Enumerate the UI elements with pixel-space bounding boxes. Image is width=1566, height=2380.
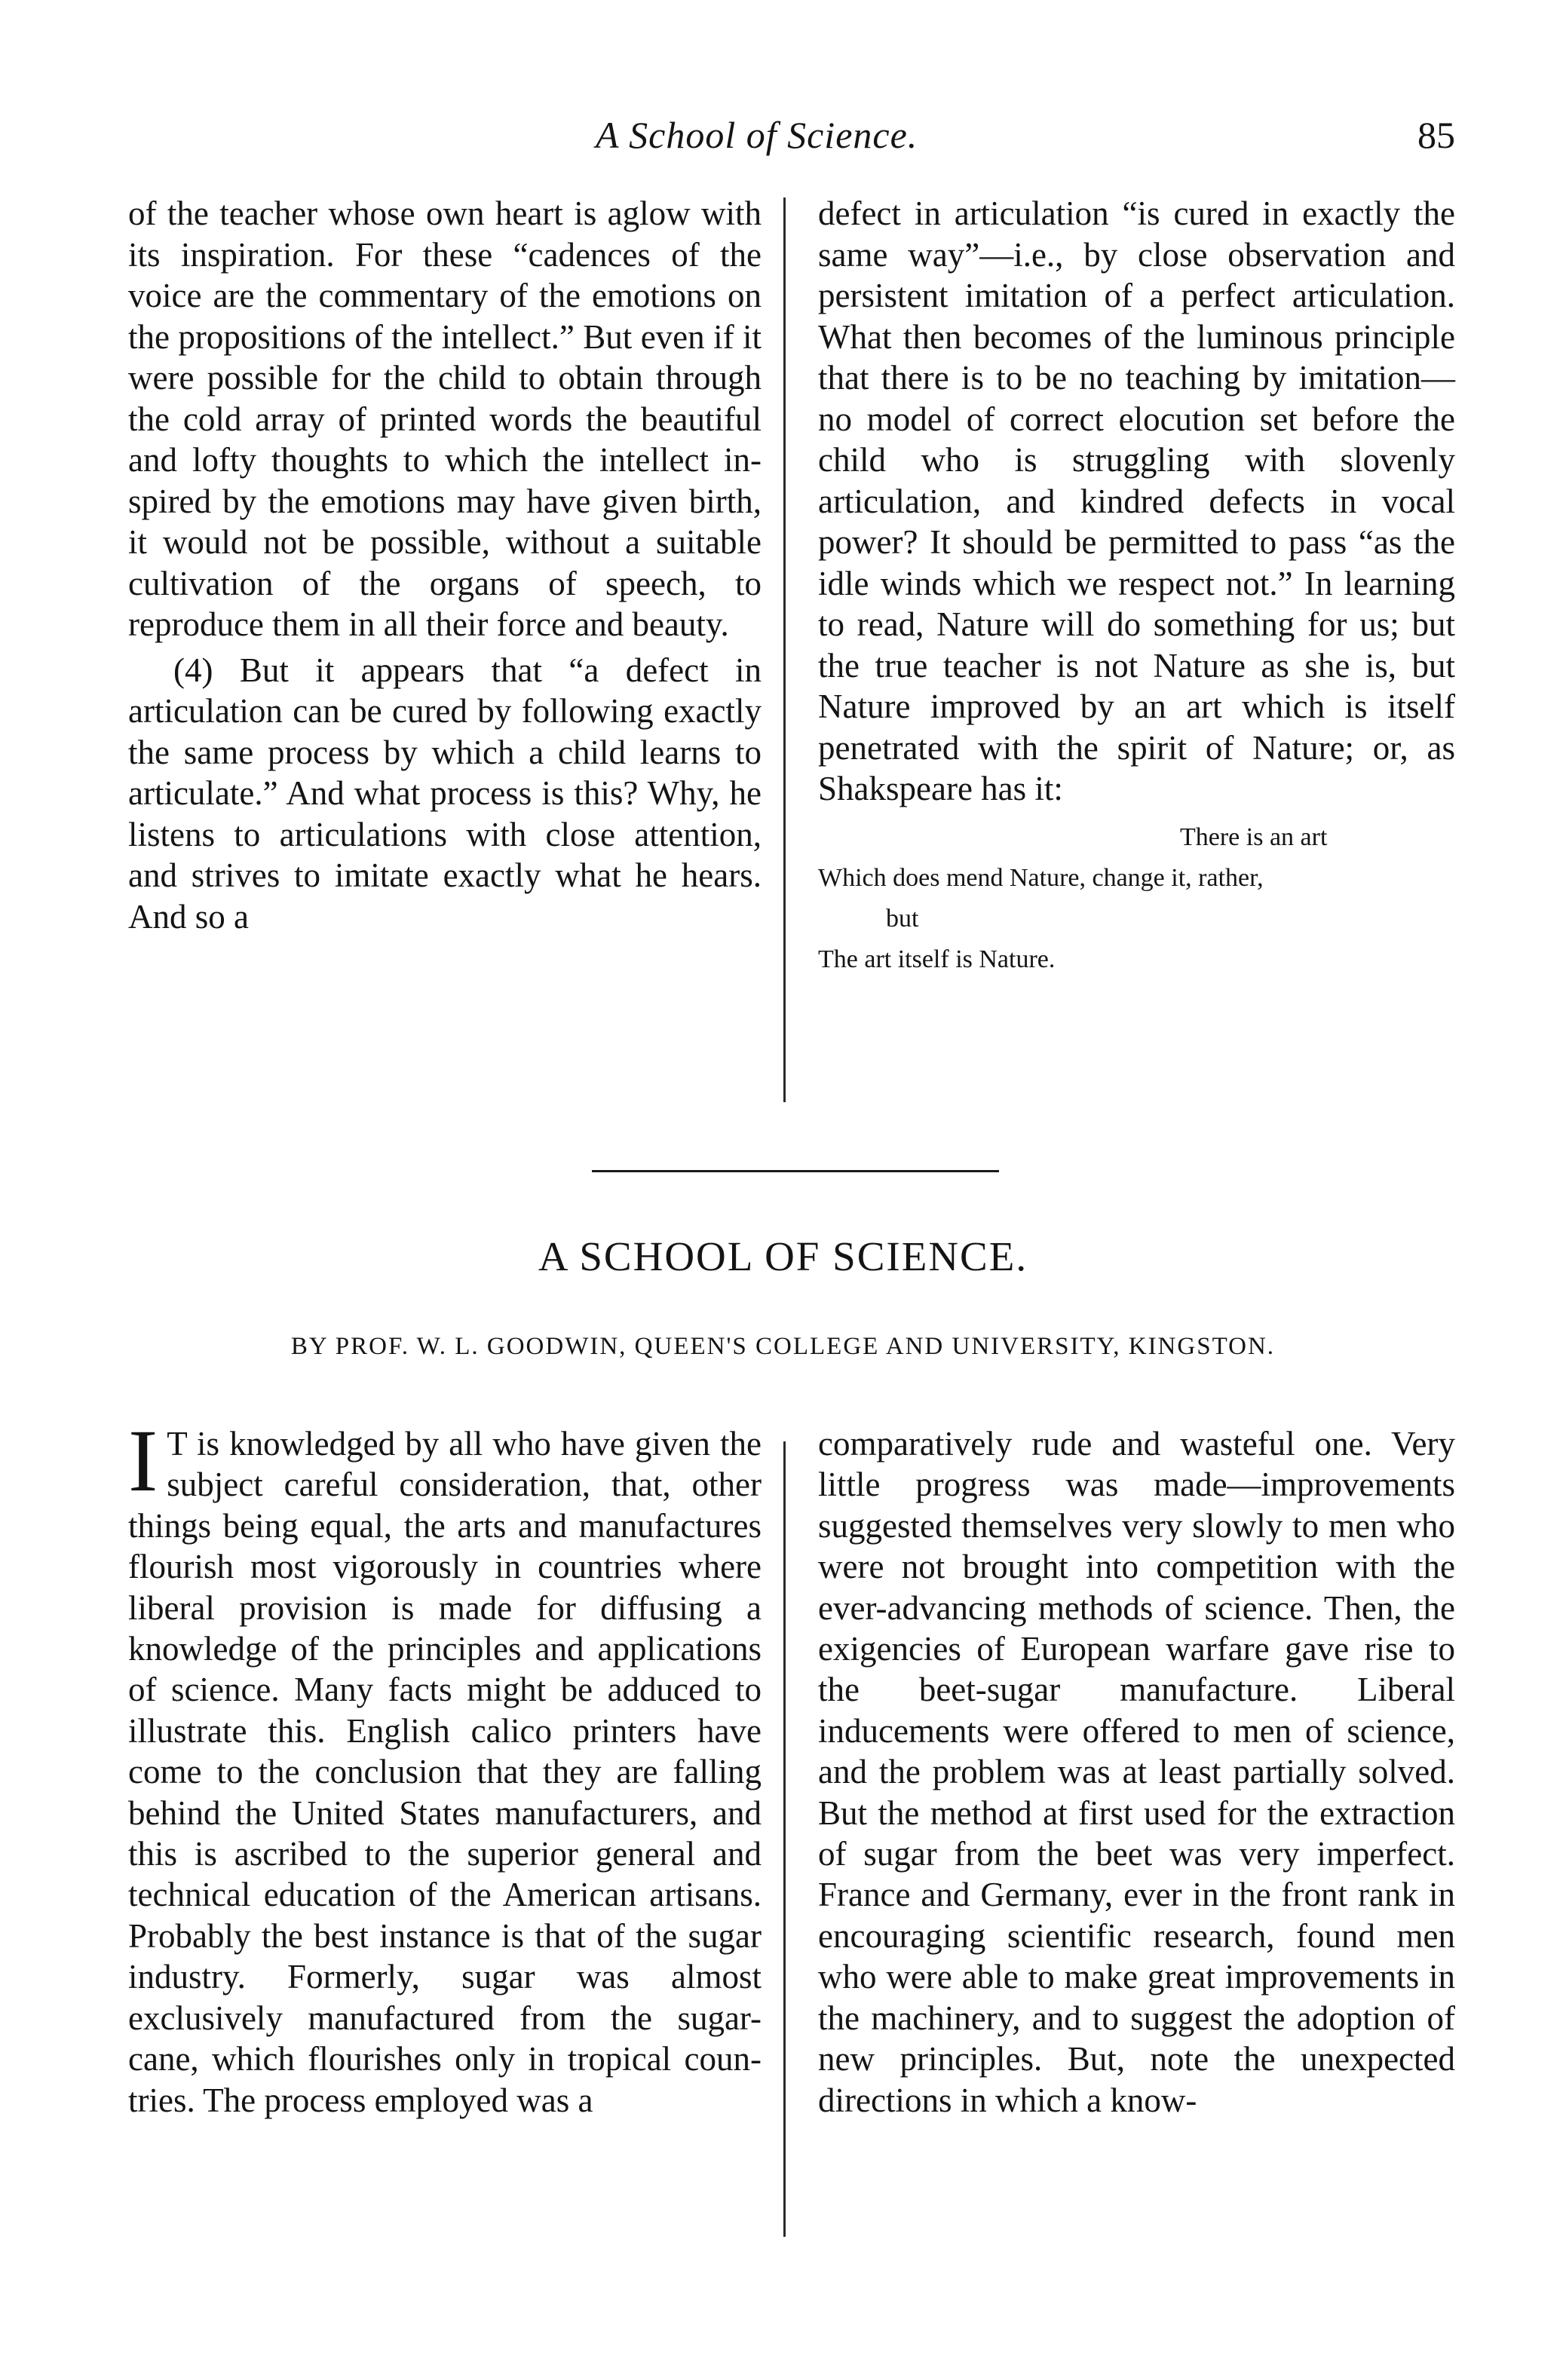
- verse-line: The art itself is Nature.: [818, 945, 1056, 973]
- column-divider: [783, 1441, 786, 2237]
- verse-line: There is an art: [1180, 822, 1328, 851]
- article-title: A SCHOOL OF SCIENCE.: [538, 1233, 1028, 1279]
- top-right-column: [818, 193, 1455, 980]
- bottom-right-column: [818, 1423, 1455, 2121]
- section-divider-rule: [592, 1170, 999, 1172]
- column-divider: [783, 198, 786, 1102]
- paragraph-text: T is knowledged by all who have given the subject careful consideration, that, other things being equal, the arts and manufactures flourish most vigorously in countries where liberal provision is made for diffusing a knowledge of the principles and applications of science. Many facts might be adduced to illustrate this. English calico printers have come to the conclusion that they are falling behind the United States manufacturers, and this is ascribed to the superior general and technical education of the American artisans. Probably the best instance is that of the sugar industry. Formerly, sugar was almost exclusively manufactured from the sugar-cane, which flourishes only in tropical countries. The process employed was a: [128, 1425, 762, 2119]
- paragraph: comparatively rude and wasteful one. Very little progress was made—improvements suggested themselves very slowly to men who were not brought into competition with the ever-advancing methods of science. Then, the exigencies of European warfare gave rise to the beet-sugar manufacture. Liberal inducements were offered to men of science, and the problem was at least partially solved. But the method at first used for the extraction of sugar from the beet was very imperfect. France and Germany, ever in the front rank in encouraging scientific research, found men who were able to make great improvements in the machinery, and to suggest the adoption of new principles. But, note the unexpected directions in which a know-: [818, 1425, 1455, 2119]
- verse-line: but: [886, 904, 919, 933]
- paragraph: [128, 1411, 762, 2121]
- verse-quotation: [818, 817, 1455, 980]
- drop-cap: I: [128, 1411, 158, 1510]
- bottom-left-column: [128, 1411, 762, 2121]
- paragraph: defect in articulation “is cured in exactly the same way”—i.e., by close observation and persistent imitation of a perfect articulation. What then becomes of the luminous principle that there is to be no teaching by imitation—no model of correct elocution set before the child who is struggling with slovenly articulation, and kindred defects in vocal power? It should be permitted to pass “as the idle winds which we respect not.” In learning to read, Nature will do something for us; but the true teacher is not Nature as she is, but Nature improved by an art which is itself penetrated with the spirit of Nature; or, as Shakspeare has it:: [818, 195, 1455, 807]
- page-number: 85: [1417, 114, 1455, 156]
- verse-line: Which does mend Nature, change it, rather,: [818, 863, 1264, 892]
- paragraph: of the teacher whose own heart is aglow with its inspiration. For these “cadences of the voice are the commentary of the emotions on the propositions of the intellect.” But even if it were possible for the child to obtain through the cold array of printed words the beautiful and lofty thoughts to which the intellect inspired by the emotions may have given birth, it would not be possible, without a suitable cultivation of the organs of speech, to reproduce them in all their force and beauty.: [128, 195, 762, 643]
- running-head: [0, 113, 1566, 166]
- article-byline: BY PROF. W. L. GOODWIN, QUEEN'S COLLEGE AND UNIVERSITY, KINGSTON.: [290, 1333, 1276, 1360]
- top-left-column: [128, 193, 762, 937]
- running-head-title: A School of Science.: [596, 114, 918, 156]
- paragraph: (4) But it appears that “a defect in articulation can be cured by following exactly the same process by which a child learns to articulate.” And what process is this? Why, he listens to articulations with close attention, and strives to imitate exactly what he hears. And so a: [128, 651, 762, 936]
